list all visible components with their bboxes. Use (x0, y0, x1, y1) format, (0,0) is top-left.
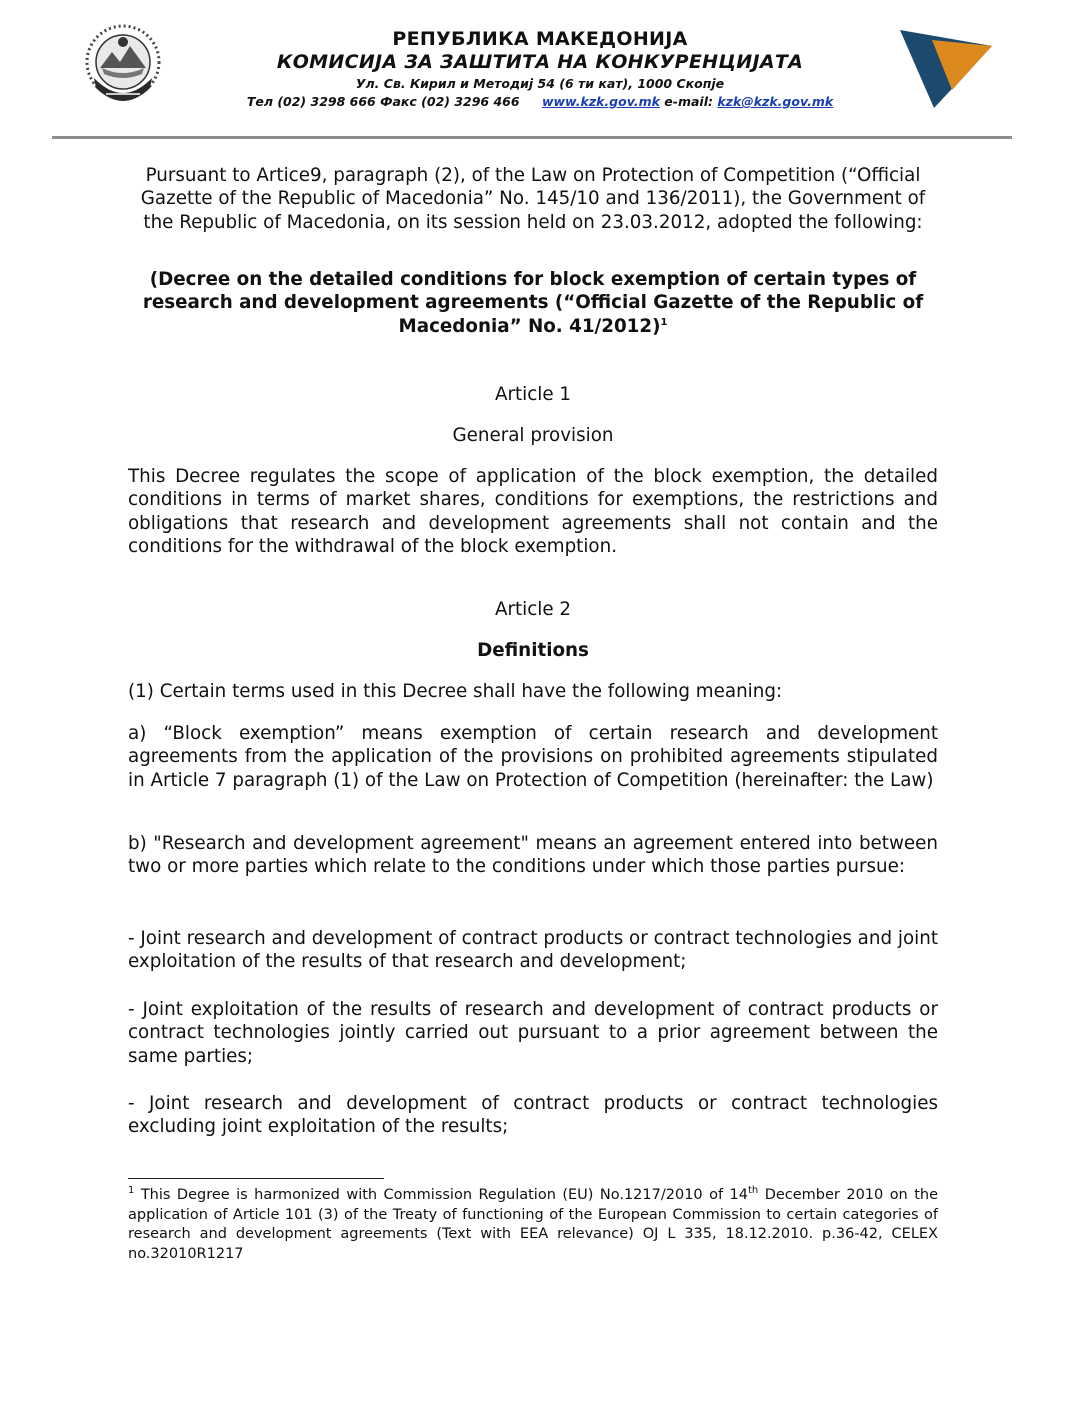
article2-bullet1: - Joint research and development of contract products or contract technologies and joint exploitation of the results of that research and development; (128, 928, 938, 973)
footnote-text-end: December 2010 on the application of Article 101 (3) of the Treaty of functioning of the European Commission to certain categories of research and development agreements (Text with EEA relevance) OJ L 335, 18.12.2010. p.36-42, CELEX no.32010R1217 (128, 1187, 938, 1262)
article2-para1: (1) Certain terms used in this Decree shall have the following meaning: (128, 681, 783, 702)
footnote-ordinal: th (747, 1185, 759, 1197)
decree-title (128, 268, 938, 338)
footnote-mark: 1 (128, 1185, 135, 1197)
preamble: Pursuant to Artice9, paragraph (2), of the Law on Protection of Competition (“Official Gazette of the Republic of Macedonia” No. 145/10 and 136/2011), the Government of the Republic of Macedonia, on its session held on 23.03.2012, adopted the following: (140, 165, 926, 233)
website-link[interactable]: www.kzk.gov.mk (541, 94, 660, 109)
article1-text: This Decree regulates the scope of application of the block exemption, the detailed conditions in terms of market shares, conditions for exemptions, the restrictions and obligations that research and development agreements shall not contain and the conditions for the withdrawal of the block exemption. (128, 466, 938, 557)
decree-title-text: (Decree on the detailed conditions for block exemption of certain types of research and development agreements (“Official Gazette of the Republic of Macedonia” No. 41/2012) (142, 269, 924, 337)
header-phone-fax: Тел (02) 3298 666 Факс (02) 3296 466 (246, 94, 520, 109)
footnote (128, 1186, 938, 1264)
header-contacts (150, 94, 930, 109)
header-divider (52, 136, 1012, 139)
header-address: Ул. Св. Кирил и Методиј 54 (6 ти кат), 1000 Скопје (355, 76, 725, 91)
footnote-ref[interactable]: 1 (660, 316, 668, 328)
kzk-logo-icon (896, 24, 996, 112)
article2-subheading: Definitions (477, 640, 589, 661)
article1-heading: Article 1 (494, 384, 572, 405)
header-commission: КОМИСИЈА ЗА ЗАШТИТА НА КОНКУРЕНЦИЈАТА (276, 51, 804, 73)
article2-bullet3: - Joint research and development of contract products or contract technologies excluding joint exploitation of the results; (128, 1093, 938, 1138)
footnote-divider (128, 1178, 384, 1179)
email-label: e-mail: (664, 94, 713, 109)
article2-para-a: a) “Block exemption” means exemption of certain research and development agreements from the application of the provisions on prohibited agreements stipulated in Article 7 paragraph (1) of the Law on Protection of Competition (hereinafter: the Law) (128, 723, 938, 791)
article1-subheading: General provision (452, 425, 614, 446)
email-link[interactable]: kzk@kzk.gov.mk (717, 94, 834, 109)
article2-bullet2: - Joint exploitation of the results of research and development of contract products or contract technologies jointly carried out pursuant to a prior agreement between the same parties; (128, 999, 938, 1067)
article2-para-b: b) "Research and development agreement" means an agreement entered into between two or more parties which relate to the conditions under which those parties pursue: (128, 833, 938, 878)
article2-heading: Article 2 (494, 599, 572, 620)
header-country: РЕПУБЛИКА МАКЕДОНИЈА (392, 28, 688, 50)
footnote-text-start: This Degree is harmonized with Commission Regulation (EU) No.1217/2010 of 14 (134, 1187, 748, 1203)
